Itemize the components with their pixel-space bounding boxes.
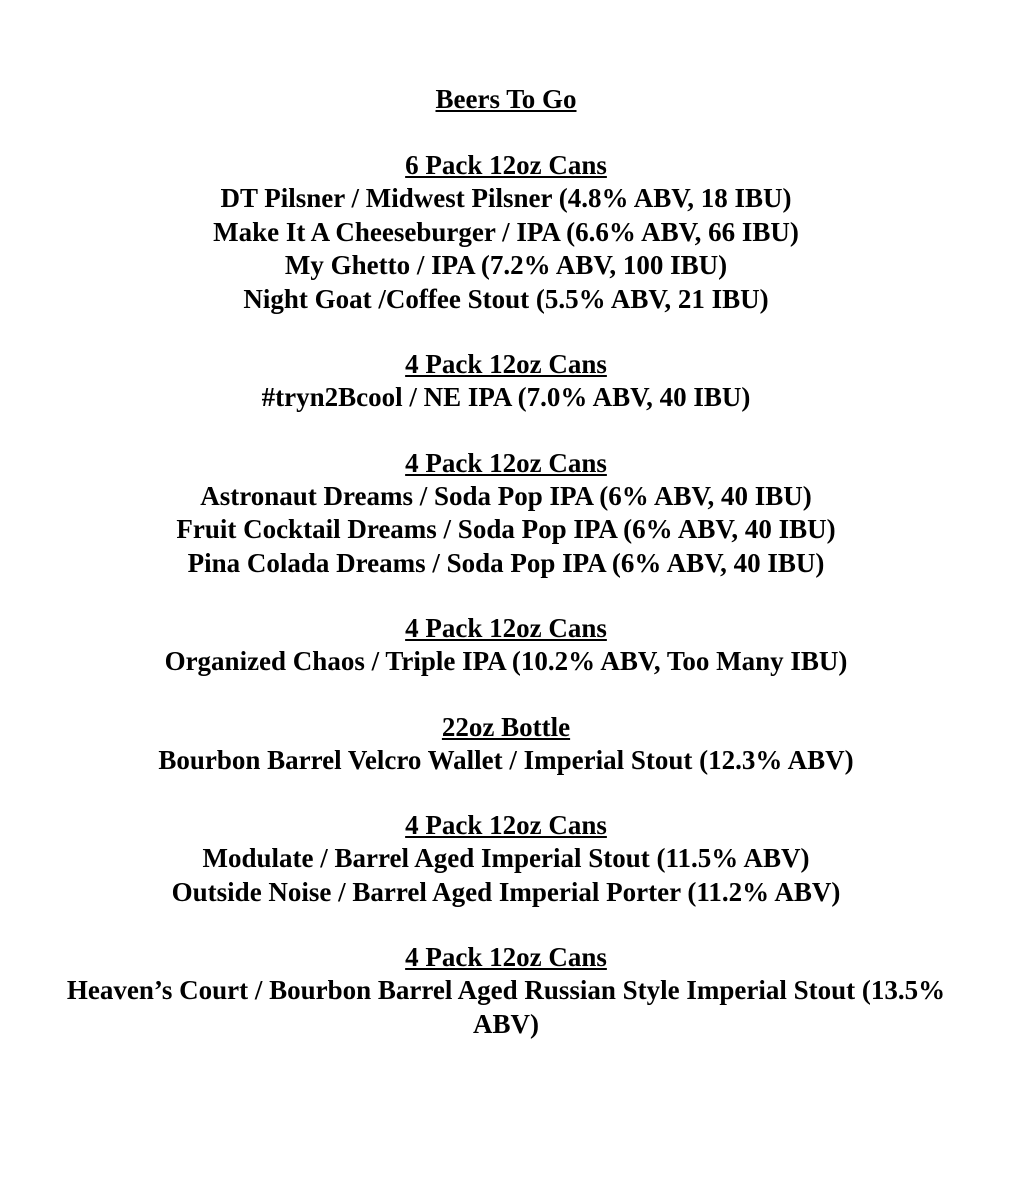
beers-to-go-menu <box>0 82 1012 1073</box>
section-heading: 4 Pack 12oz Cans <box>405 447 607 478</box>
section-22oz-bottle <box>0 711 1012 778</box>
section-heading: 4 Pack 12oz Cans <box>405 942 607 972</box>
beer-item: Fruit Cocktail Dreams / Soda Pop IPA (6% ABV, 40 IBU) <box>176 514 836 544</box>
beer-item: Bourbon Barrel Velcro Wallet / Imperial Stout (12.3% ABV) <box>158 744 854 775</box>
section-4-pack-cans-ne-ipa <box>0 348 1012 415</box>
section-4-pack-cans-triple-ipa <box>0 612 1012 679</box>
section-4-pack-cans-russian-imperial <box>0 941 1012 1041</box>
section-4-pack-cans-barrel-aged <box>0 809 1012 909</box>
beer-item: Pina Colada Dreams / Soda Pop IPA (6% ABV, 40 IBU) <box>187 547 825 578</box>
section-heading: 4 Pack 12oz Cans <box>405 349 607 379</box>
beer-item: DT Pilsner / Midwest Pilsner (4.8% ABV, 18 IBU) <box>220 183 792 213</box>
section-heading: 6 Pack 12oz Cans <box>405 150 607 180</box>
beer-item: Astronaut Dreams / Soda Pop IPA (6% ABV, 40 IBU) <box>200 480 812 511</box>
section-4-pack-cans-dreams <box>0 447 1012 581</box>
beer-item: Heaven’s Court / Bourbon Barrel Aged Russian Style Imperial Stout (13.5% ABV) <box>66 975 946 1039</box>
beer-item: Modulate / Barrel Aged Imperial Stout (11.5% ABV) <box>202 843 810 873</box>
beer-item: #tryn2Bcool / NE IPA (7.0% ABV, 40 IBU) <box>261 382 751 412</box>
beer-item: Outside Noise / Barrel Aged Imperial Porter (11.2% ABV) <box>171 876 841 907</box>
section-6-pack-cans <box>0 149 1012 316</box>
beer-item: Night Goat /Coffee Stout (5.5% ABV, 21 IBU) <box>243 283 769 314</box>
beer-item: My Ghetto / IPA (7.2% ABV, 100 IBU) <box>284 250 728 280</box>
beer-item: Organized Chaos / Triple IPA (10.2% ABV, Too Many IBU) <box>164 646 848 676</box>
beer-item: Make It A Cheeseburger / IPA (6.6% ABV, 66 IBU) <box>213 216 799 247</box>
section-heading: 22oz Bottle <box>441 711 571 742</box>
section-heading: 4 Pack 12oz Cans <box>405 613 607 643</box>
menu-title: Beers To Go <box>435 84 577 114</box>
section-heading: 4 Pack 12oz Cans <box>405 810 607 840</box>
